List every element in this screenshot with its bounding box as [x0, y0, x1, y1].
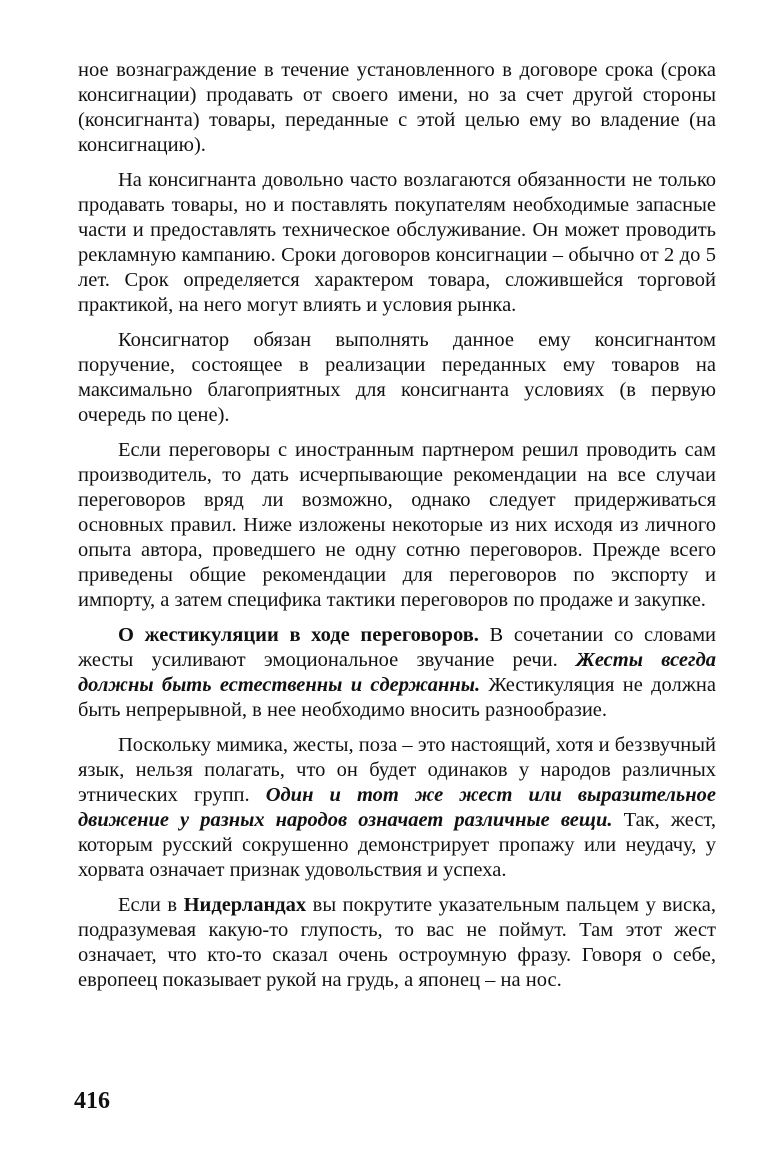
paragraph: [78, 438, 716, 613]
emphasis-text-run: Один и тот же жест или выразительное движение у разных народов означает различные вещи.: [78, 784, 716, 831]
bold-text-run: Нидерландах: [183, 894, 307, 916]
text-run: вы покрутите указательным пальцем у виска, подразумевая какую-то глупость, то вас не поймут. Там этот жест означает, что кто-то сказал очень остроумную фразу. Говоря о себе, европеец показывает рукой на грудь, а японец – на нос.: [78, 894, 716, 991]
paragraph: [78, 58, 716, 158]
text-run: Так, жест, которым русский сокрушенно демонстрирует пропажу или неудачу, у хорвата означает признак удовольствия и успеха.: [78, 809, 716, 881]
text-run: Поскольку мимика, жесты, поза – это настоящий, хотя и беззвучный язык, нельзя полагать, что он будет одинаков у народов различных этнических групп.: [78, 734, 716, 806]
text-run: Жестикуляция не должна быть непрерывной, в нее необходимо вносить разнообразие.: [78, 674, 716, 721]
text-run: Консигнатор обязан выполнять данное ему консигнантом поручение, состоящее в реализации переданных ему товаров на максимально благоприятных для консигнанта условиях (в первую очередь по цене).: [78, 329, 716, 426]
paragraph: [78, 328, 716, 428]
text-run: ное вознаграждение в течение установленного в договоре срока (срока консигнации) продавать от своего имени, но за счет другой стороны (консигнанта) товары, переданные с этой целью ему во владение (на консигнацию).: [78, 59, 716, 156]
paragraph: [78, 733, 716, 883]
text-run: Если в: [118, 894, 184, 916]
bold-text-run: О жестикуляции в ходе переговоров.: [118, 624, 479, 646]
text-run: На консигнанта довольно часто возлагаются обязанности не только продавать товары, но и поставлять покупателям необходимые запасные части и предоставлять техническое обслуживание. Он может проводить рекламную кампанию. Сроки договоров консигнации – обычно от 2 до 5 лет. Срок определяется характером товара, сложившейся торговой практикой, на него могут влиять и условия рынка.: [78, 169, 716, 316]
text-run: В сочетании со словами жесты усиливают эмоциональное звучание речи.: [78, 624, 717, 671]
page-number: 416: [74, 1088, 110, 1114]
paragraph: [78, 168, 716, 318]
paragraph: [78, 623, 716, 723]
page-text: [78, 58, 716, 993]
paragraph: [78, 893, 716, 993]
emphasis-text-run: Жесты всегда должны быть естественны и сдержанны.: [78, 649, 716, 696]
text-run: Если переговоры с иностранным партнером решил проводить сам производитель, то дать исчерпывающие рекомендации на все случаи переговоров вряд ли возможно, однако следует придерживаться основных правил. Ниже изложены некоторые из них исходя из личного опыта автора, проведшего не одну сотню переговоров. Прежде всего приведены общие рекомендации для переговоров по экспорту и импорту, а затем специфика тактики переговоров по продаже и закупке.: [78, 439, 716, 611]
